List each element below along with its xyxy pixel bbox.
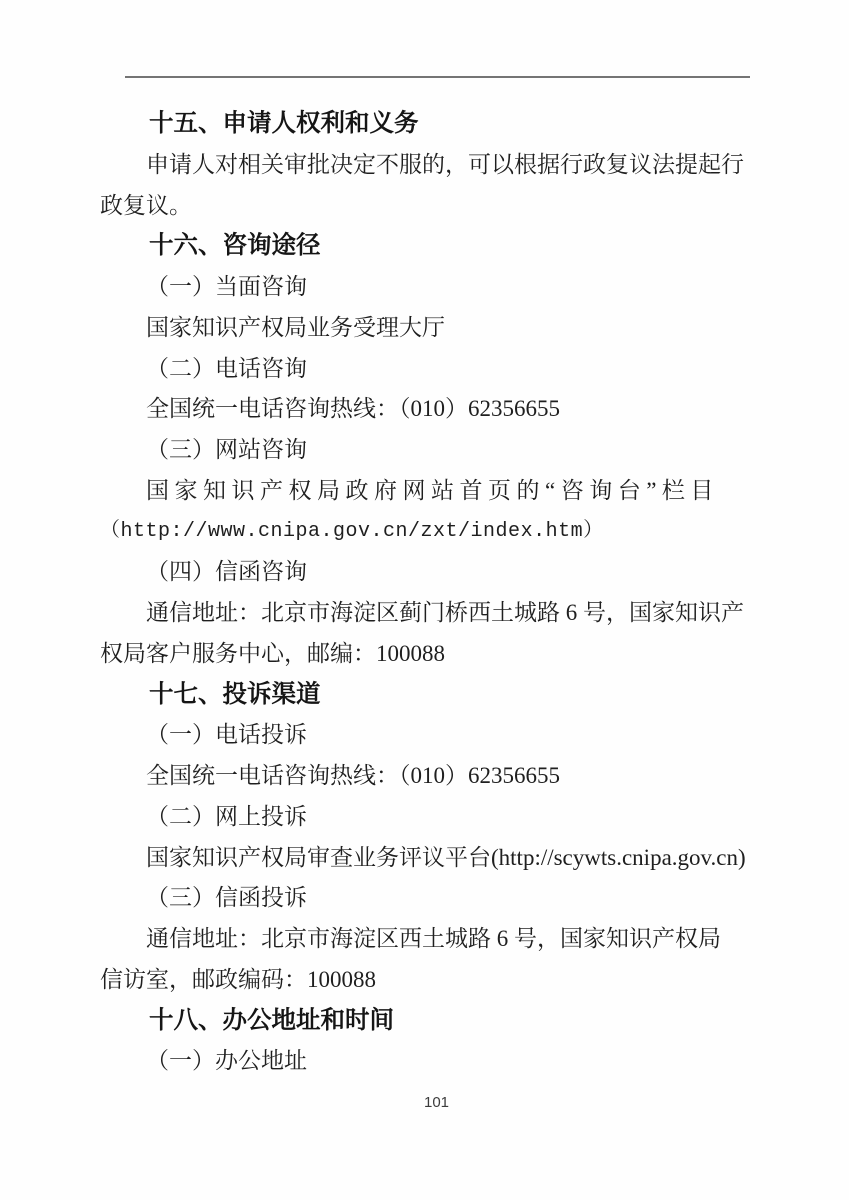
text-line: 国家知识产权局审查业务评议平台(http://scywts.cnipa.gov.cn) [146,844,746,870]
text-line: （一）办公地址 [146,1048,307,1074]
text-line: 通信地址：北京市海淀区西土城路 6 号，国家知识产权局 [146,926,721,951]
header-rule [125,76,750,78]
text-line: 国家知识产权局业务受理大厅 [146,314,445,340]
text-line: 通信地址：北京市海淀区蓟门桥西土城路 6 号，国家知识产 [146,600,744,625]
text-line: （三）网站咨询 [146,437,307,462]
section-heading: 十七、投诉渠道 [149,680,321,708]
section-heading: 十六、咨询途径 [149,232,321,260]
text-line: 权局客户服务中心，邮编：100088 [100,640,445,666]
text-line: 全国统一电话咨询热线：（010）62356655 [146,396,560,422]
page-number: 101 [423,1094,450,1111]
text-line: （一）当面咨询 [146,274,307,299]
text-line: （二）网上投诉 [146,803,307,829]
section-heading: 十五、申请人权利和义务 [149,110,419,137]
text-line: （一）电话投诉 [146,722,307,748]
text-line: （四）信函咨询 [146,559,307,585]
text-line: 信访室，邮政编码：100088 [100,966,376,992]
text-line: 全国统一电话咨询热线：（010）62356655 [146,763,560,788]
text-line: 国家知识产权局政府网站首页的“咨询台”栏目 [146,477,719,503]
document-body [100,104,750,1082]
text-line: （二）电话咨询 [146,355,307,381]
section-heading: 十八、办公地址和时间 [149,1006,394,1034]
text-line: 政复议。 [100,192,192,218]
text-line: （http://www.cnipa.gov.cn/zxt/index.htm） [100,519,604,543]
text-line: （三）信函投诉 [146,885,307,911]
text-line: 申请人对相关审批决定不服的，可以根据行政复议法提起行 [146,151,744,177]
